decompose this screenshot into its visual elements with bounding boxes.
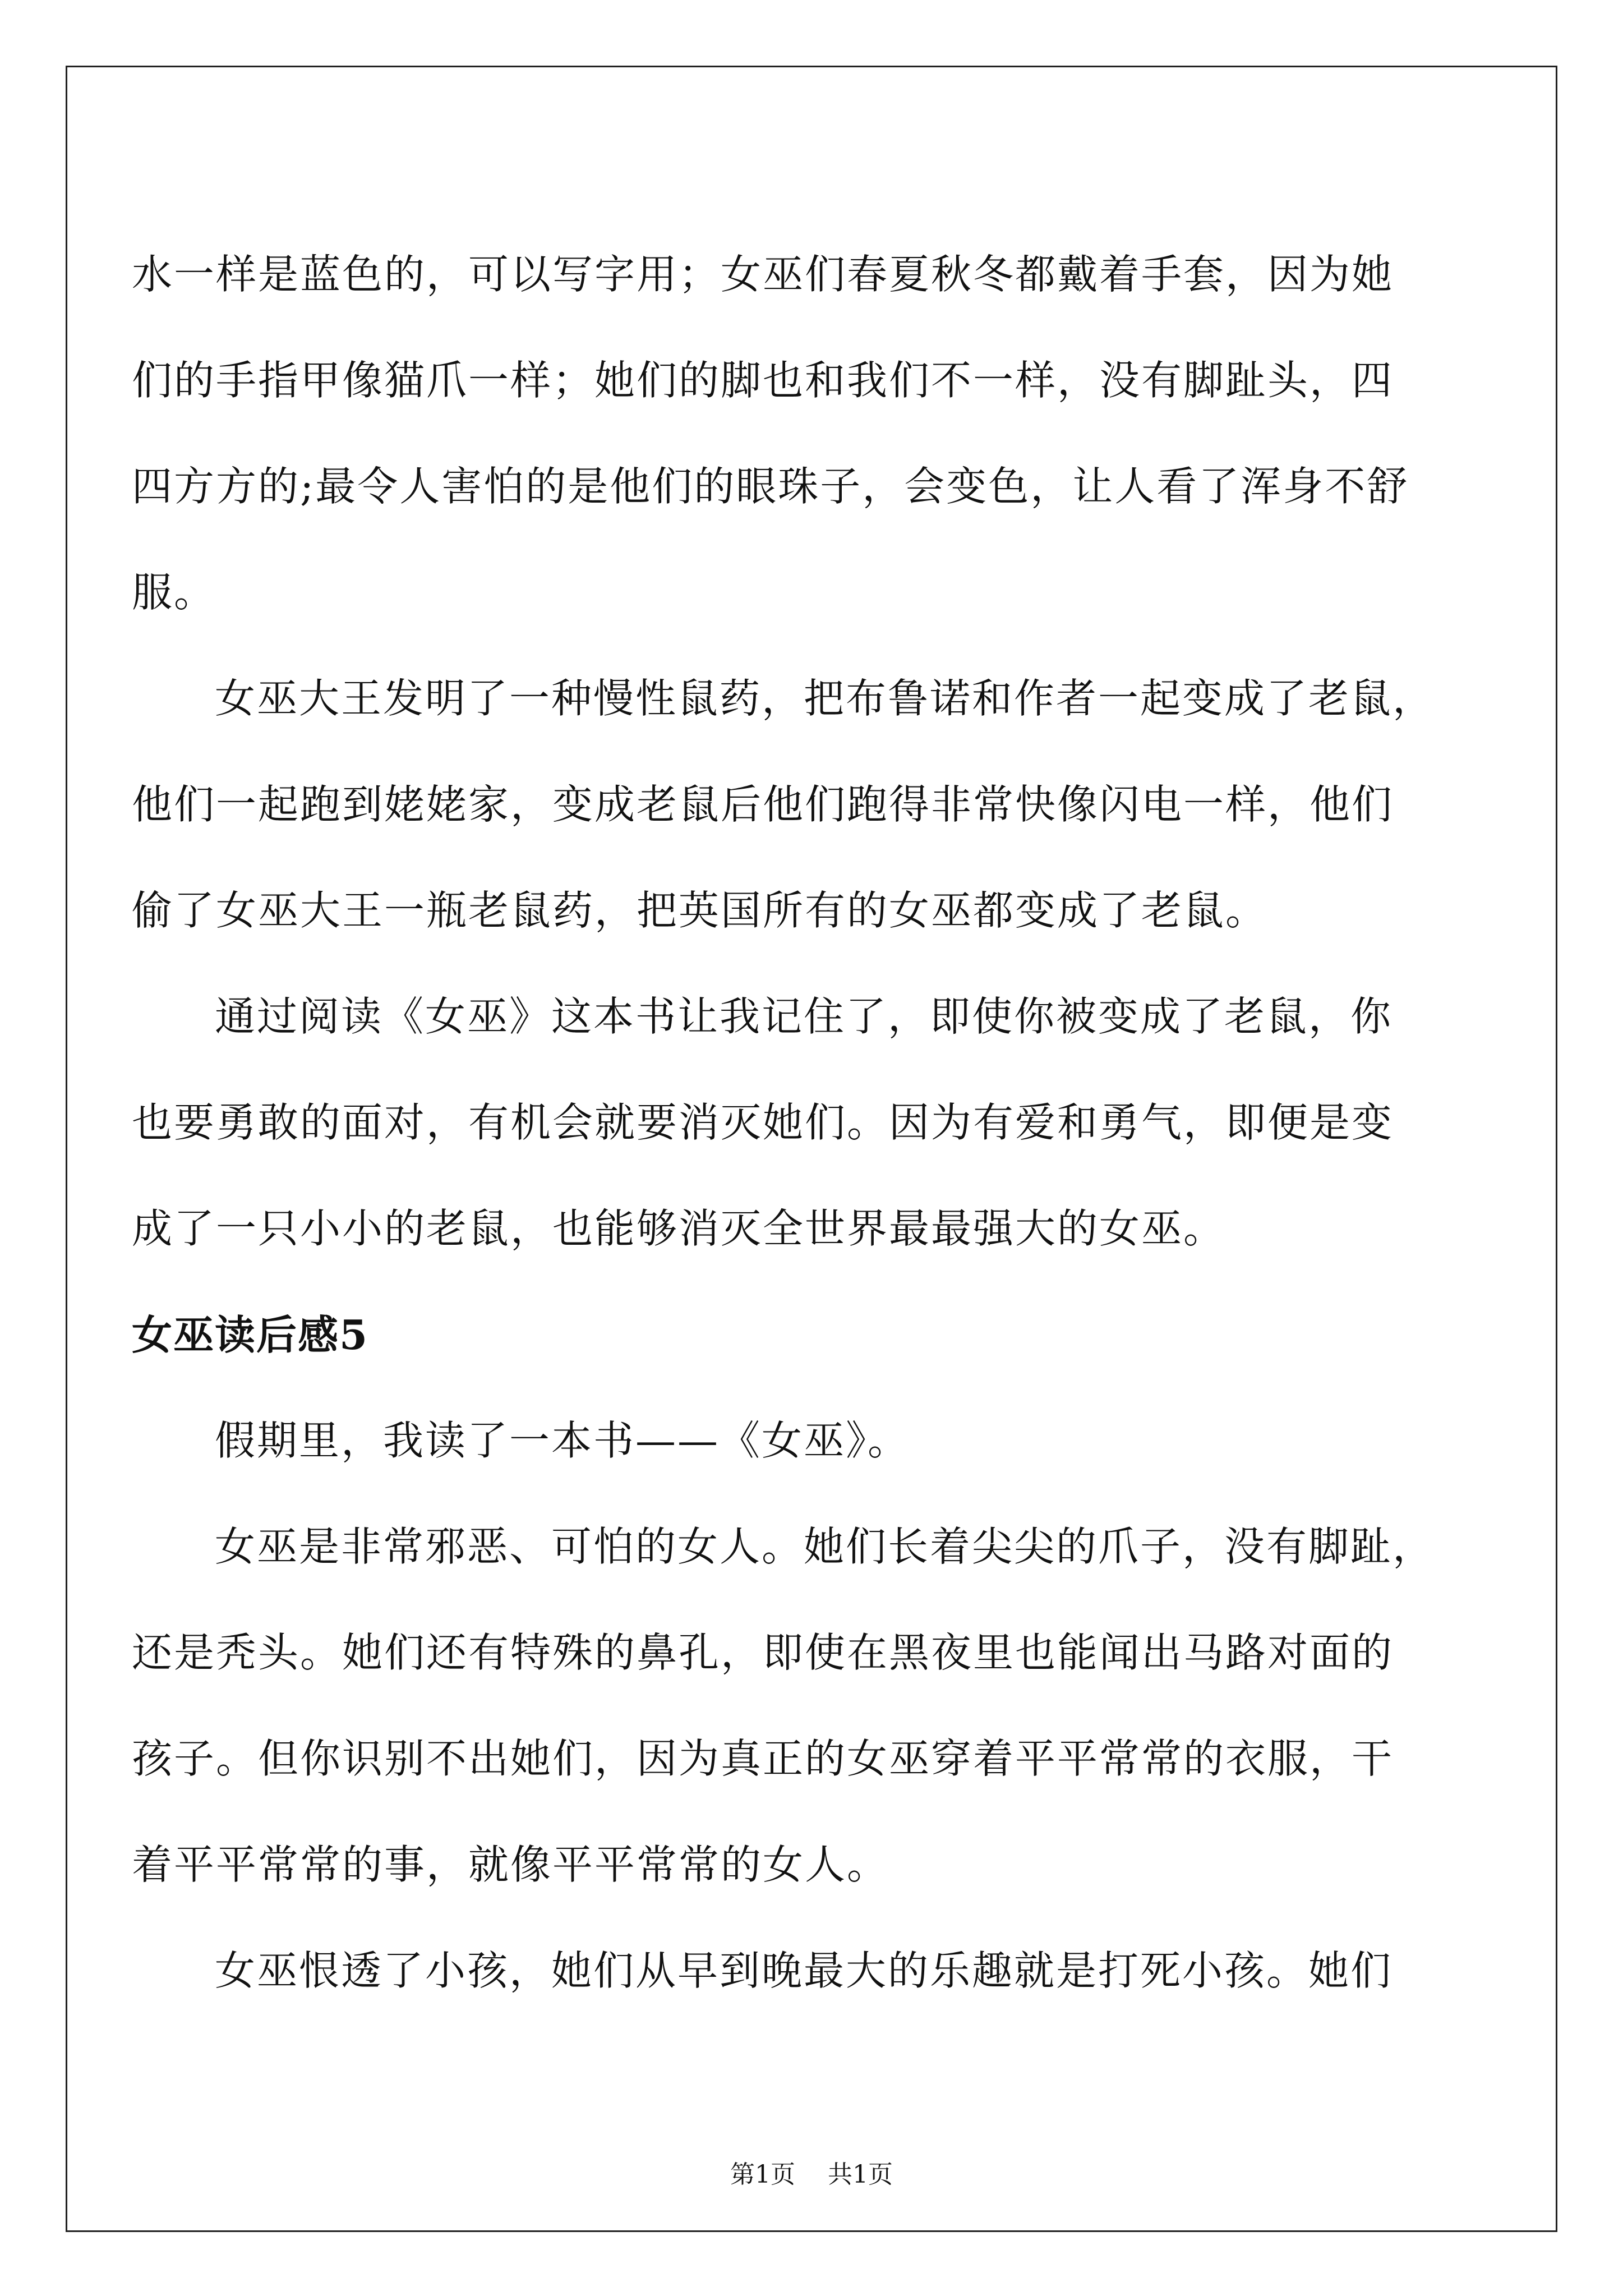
text-line: 还是秃头。她们还有特殊的鼻孔，即使在黑夜里也能闻出马路对面的	[132, 1629, 1394, 1676]
page-number: 第1页	[730, 2160, 795, 2189]
section-heading: 女巫读后感5	[132, 1311, 369, 1359]
paragraph-5	[132, 1494, 1461, 1918]
text-line: 服。	[132, 569, 216, 616]
paragraph-2	[132, 646, 1461, 964]
text-line: 也要勇敢的面对，有机会就要消灭她们。因为有爱和勇气，即便是变	[132, 1099, 1394, 1146]
paragraph-1	[132, 222, 1461, 646]
paragraph-4	[132, 1388, 1461, 1494]
text-line: 通过阅读《女巫》这本书让我记住了，即使你被变成了老鼠，你	[215, 993, 1393, 1040]
text-line: 他们一起跑到姥姥家，变成老鼠后他们跑得非常快像闪电一样，他们	[132, 781, 1394, 828]
text-line: 四方方的;最令人害怕的是他们的眼珠子，会变色，让人看了浑身不舒	[132, 463, 1409, 510]
text-line: 假期里，我读了一本书——《女巫》。	[215, 1417, 910, 1464]
document-body	[132, 222, 1461, 2024]
text-line: 成了一只小小的老鼠，也能够消灭全世界最最强大的女巫。	[132, 1205, 1226, 1252]
text-line: 女巫大王发明了一种慢性鼠药，把布鲁诺和作者一起变成了老鼠，	[215, 675, 1435, 722]
text-line: 着平平常常的事，就像平平常常的女人。	[132, 1841, 889, 1888]
text-line: 们的手指甲像猫爪一样；她们的脚也和我们不一样，没有脚趾头，四	[132, 357, 1394, 404]
paragraph-3	[132, 964, 1461, 1282]
text-line: 孩子。但你识别不出她们，因为真正的女巫穿着平平常常的衣服，干	[132, 1735, 1394, 1782]
text-line: 水一样是蓝色的，可以写字用；女巫们春夏秋冬都戴着手套，因为她	[132, 251, 1394, 298]
text-line: 偷了女巫大王一瓶老鼠药，把英国所有的女巫都变成了老鼠。	[132, 887, 1268, 934]
page-total: 共1页	[828, 2160, 893, 2189]
paragraph-6	[132, 1918, 1461, 2024]
text-line: 女巫恨透了小孩，她们从早到晚最大的乐趣就是打死小孩。她们	[215, 1947, 1393, 1994]
page-footer	[0, 2154, 1623, 2190]
text-line: 女巫是非常邪恶、可怕的女人。她们长着尖尖的爪子，没有脚趾，	[215, 1523, 1435, 1570]
